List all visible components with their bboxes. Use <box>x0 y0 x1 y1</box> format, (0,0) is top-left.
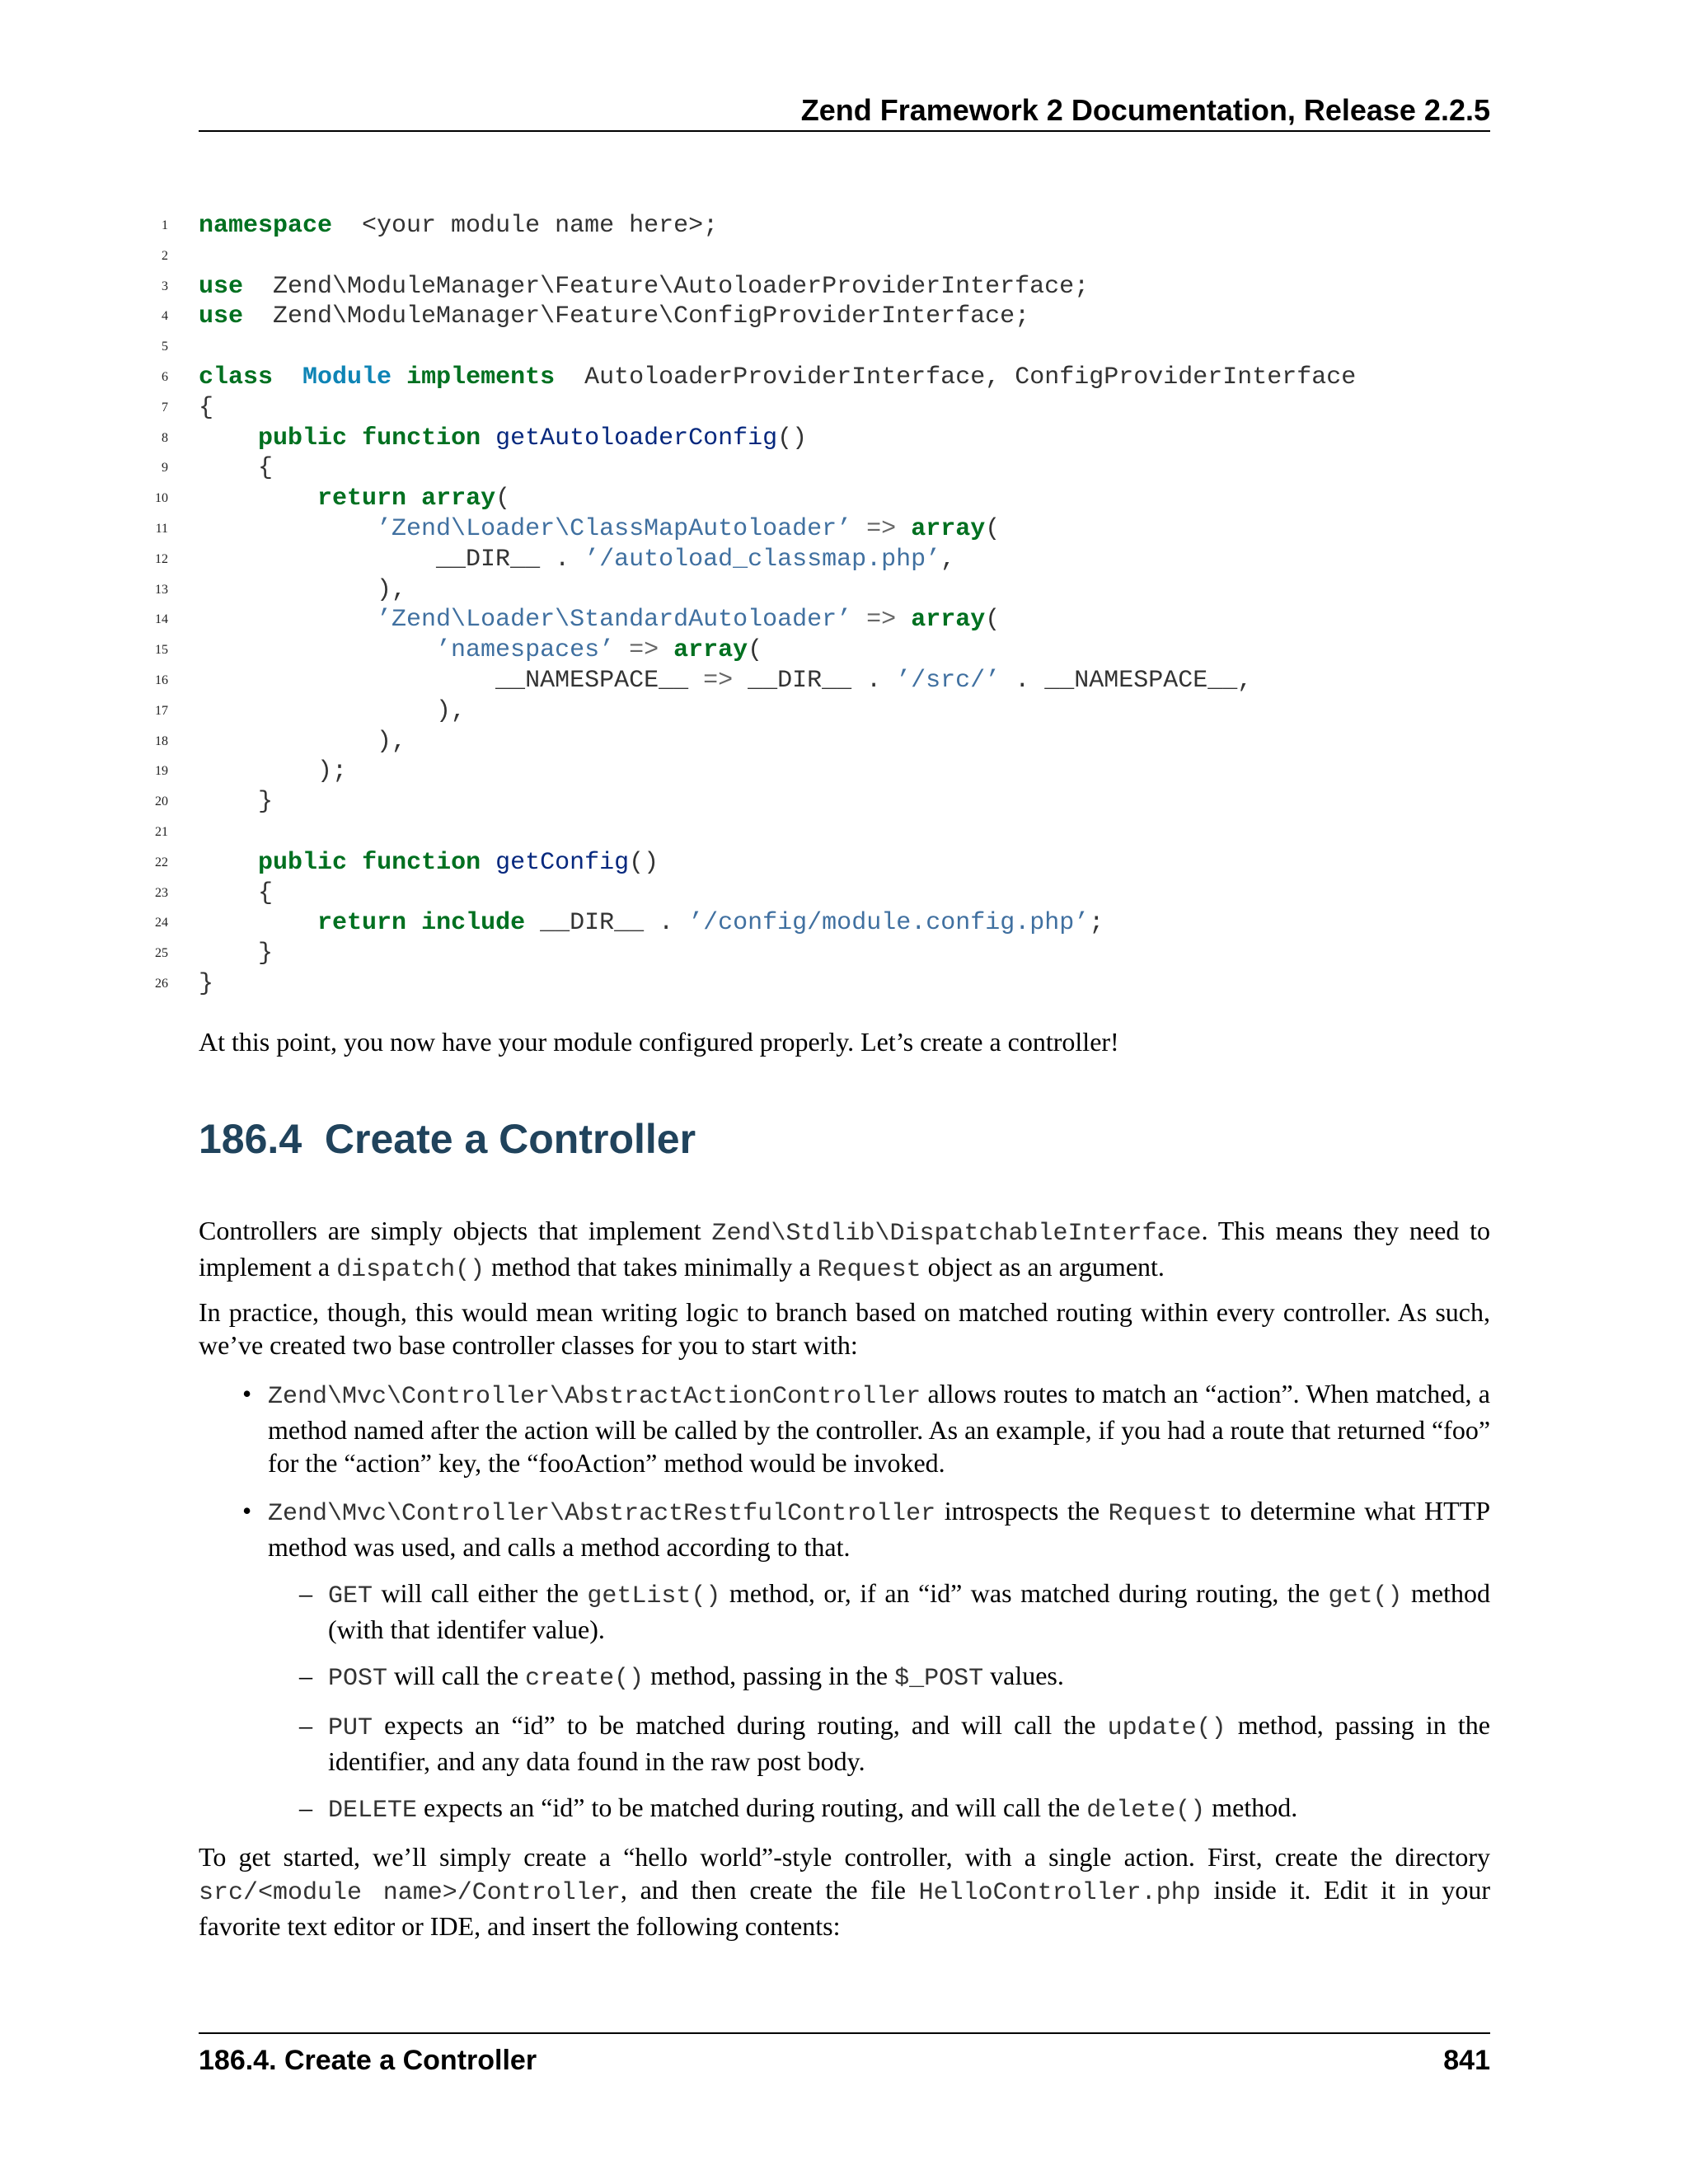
inline-code: Request <box>817 1256 921 1284</box>
code-text <box>199 211 718 241</box>
line-number: 6 <box>162 369 168 384</box>
code-token: ’/autoload_classmap.php’ <box>584 545 941 574</box>
code-line <box>148 424 1490 454</box>
dash-marker: – <box>299 1661 312 1690</box>
code-line <box>148 879 1490 909</box>
code-token <box>199 606 377 634</box>
code-text <box>199 484 510 514</box>
code-token <box>481 424 495 452</box>
text: Controllers are simply objects that implement <box>199 1216 712 1245</box>
code-text <box>199 393 213 424</box>
text: to determine what HTTP method was used, and calls a method according to that. <box>268 1496 1491 1562</box>
code-token: ), <box>199 696 467 725</box>
code-token: ’/src/’ <box>896 666 1001 695</box>
code-token: } <box>199 940 274 968</box>
text: expects an “id” to be matched during routing, and will call the <box>417 1793 1087 1822</box>
section-number: 186.4 <box>199 1116 302 1162</box>
header-title: Zend Framework 2 Documentation, Release 2.2.5 <box>800 93 1490 127</box>
text: method (with that identifer value). <box>328 1578 1491 1644</box>
line-number: 3 <box>162 279 168 293</box>
sub-bullet-get <box>328 1577 1490 1646</box>
paragraph-get-started <box>199 1840 1490 1943</box>
code-line <box>148 605 1490 635</box>
code-token <box>406 909 421 937</box>
code-text <box>199 969 213 1000</box>
code-token: ( <box>985 514 1001 543</box>
code-token <box>392 363 406 391</box>
code-line <box>148 514 1490 545</box>
bullet-action-controller <box>268 1377 1490 1479</box>
code-text <box>199 575 406 606</box>
code-line <box>148 272 1490 302</box>
code-token: AutoloaderProviderInterface, ConfigProviderInterface <box>555 363 1357 391</box>
code-token: getAutoloaderConfig <box>495 424 778 452</box>
text: values. <box>983 1661 1064 1690</box>
code-text <box>199 545 955 575</box>
code-text <box>199 787 273 818</box>
text: will call either the <box>373 1578 588 1608</box>
code-token <box>347 424 362 452</box>
line-number: 17 <box>155 703 168 718</box>
code-token <box>199 909 317 937</box>
code-token <box>896 606 911 634</box>
code-token: array <box>421 485 496 513</box>
code-token: => <box>703 666 734 695</box>
code-line <box>148 453 1490 484</box>
code-token: () <box>629 848 659 877</box>
code-text <box>199 424 807 454</box>
bullet-restful-controller <box>268 1494 1490 1563</box>
code-token: class <box>199 363 274 391</box>
code-line <box>148 211 1490 241</box>
text: will call the <box>387 1661 526 1690</box>
code-line <box>148 332 1490 363</box>
code-line <box>148 393 1490 424</box>
inline-code: GET <box>328 1582 373 1610</box>
paragraph-practice: In practice, though, this would mean writing logic to branch based on matched routing within every controller. As such, we’ve created two base controller classes for you to start with: <box>199 1297 1490 1360</box>
code-text <box>199 848 659 879</box>
line-number: 14 <box>155 612 168 627</box>
line-number: 23 <box>155 885 168 900</box>
inline-code: Zend\Mvc\Controller\AbstractRestfulController <box>268 1500 936 1528</box>
code-token: { <box>199 393 214 422</box>
line-number: 25 <box>155 946 168 961</box>
code-token: public <box>258 424 348 452</box>
code-token <box>347 849 362 877</box>
dash-marker: – <box>299 1793 312 1822</box>
code-token: ( <box>748 636 763 665</box>
code-line <box>148 908 1490 939</box>
code-line <box>148 939 1490 969</box>
code-token <box>659 636 673 664</box>
inline-code: POST <box>328 1665 388 1693</box>
code-token: } <box>199 969 214 998</box>
code-token: { <box>199 879 274 907</box>
inline-code: delete() <box>1086 1797 1206 1825</box>
line-number: 1 <box>162 218 168 232</box>
code-token <box>481 849 495 877</box>
line-number: 9 <box>162 461 168 476</box>
line-number: 7 <box>162 400 168 415</box>
after-code-paragraph: At this point, you now have your module configured properly. Let’s create a controller! <box>199 1027 1119 1057</box>
bullet-marker: • <box>242 1496 252 1526</box>
code-token: array <box>911 606 986 635</box>
line-number: 22 <box>155 855 168 869</box>
line-number: 8 <box>162 430 168 445</box>
text: method, or, if an “id” was matched during routing, the <box>720 1578 1329 1608</box>
code-token: Module <box>302 363 392 391</box>
line-number: 21 <box>155 824 168 839</box>
sub-bullet-put <box>328 1708 1490 1778</box>
code-text <box>199 727 406 757</box>
code-line <box>148 969 1490 1000</box>
code-token: return <box>317 485 407 513</box>
inline-code: update() <box>1107 1714 1226 1742</box>
text: introspects the <box>935 1496 1109 1526</box>
dash-marker: – <box>299 1578 312 1608</box>
inline-code: Zend\Stdlib\DispatchableInterface <box>711 1220 1202 1248</box>
code-token: use <box>199 272 244 301</box>
code-token: => <box>866 514 897 543</box>
code-token: Zend\ModuleManager\Feature\AutoloaderProviderInterface; <box>243 272 1090 301</box>
code-token: ’/config/module.config.php’ <box>688 909 1090 938</box>
line-number: 11 <box>155 521 168 536</box>
code-line <box>148 727 1490 757</box>
code-text <box>199 666 1252 696</box>
code-token <box>851 515 866 543</box>
line-number: 20 <box>155 794 168 809</box>
code-token <box>614 636 629 664</box>
code-token: ( <box>985 606 1001 635</box>
paragraph-controllers <box>199 1214 1490 1286</box>
text: allows routes to match an “action”. When matched, a method named after the action will be called by the controller. As an example, if you had a route that returned “foo” for the “action” key, the “fooAction” method would be invoked. <box>268 1379 1491 1478</box>
code-token: use <box>199 302 244 331</box>
code-line <box>148 575 1490 606</box>
text: To get started, we’ll simply create a “hello world”-style controller, with a single action. First, create the directory <box>199 1842 1490 1872</box>
line-number: 26 <box>155 976 168 991</box>
text: object as an argument. <box>921 1252 1165 1282</box>
code-text <box>199 696 466 727</box>
inline-code: src/<module name>/Controller <box>199 1879 621 1907</box>
code-token: array <box>911 514 986 543</box>
code-token: ( <box>495 485 511 513</box>
code-token <box>851 606 866 634</box>
code-line <box>148 757 1490 787</box>
code-token <box>273 363 302 391</box>
code-token <box>199 424 258 452</box>
code-line <box>148 484 1490 514</box>
code-token <box>199 515 377 543</box>
inline-code: PUT <box>328 1714 373 1742</box>
code-token: } <box>199 788 274 817</box>
code-token: { <box>199 454 274 483</box>
inline-code: getList() <box>587 1582 721 1610</box>
code-token: => <box>629 636 659 665</box>
code-text <box>199 908 1104 939</box>
text: expects an “id” to be matched during routing, and will call the <box>373 1710 1108 1740</box>
code-line <box>148 696 1490 727</box>
text: inside it. Edit it in your favorite text editor or IDE, and insert the following contents: <box>199 1875 1490 1941</box>
code-text <box>199 363 1356 393</box>
line-number: 10 <box>155 491 168 506</box>
line-number: 24 <box>155 916 168 930</box>
code-line <box>148 848 1490 879</box>
code-token: function <box>362 424 481 452</box>
code-token: . __NAMESPACE__, <box>1000 666 1253 695</box>
text: method. <box>1205 1793 1298 1822</box>
code-token: ); <box>199 757 348 786</box>
code-line <box>148 363 1490 393</box>
code-line <box>148 635 1490 666</box>
inline-code: Zend\Mvc\Controller\AbstractActionController <box>268 1383 921 1411</box>
code-token: ), <box>199 727 407 756</box>
code-text <box>199 605 1000 635</box>
line-number: 19 <box>155 764 168 779</box>
code-token: __NAMESPACE__ <box>199 666 704 695</box>
line-number: 4 <box>162 309 168 324</box>
page-footer <box>199 2032 1490 2076</box>
inline-code: create() <box>525 1665 645 1693</box>
code-line <box>148 545 1490 575</box>
code-text <box>199 514 1000 545</box>
code-text <box>199 635 762 666</box>
code-text <box>199 302 1029 332</box>
code-token: ’Zend\Loader\ClassMapAutoloader’ <box>377 514 852 543</box>
code-token: implements <box>406 363 556 391</box>
code-text <box>199 757 347 787</box>
page-header <box>199 91 1490 132</box>
code-token <box>406 485 421 513</box>
code-token: ; <box>1089 909 1104 938</box>
code-token: function <box>362 848 481 877</box>
line-number: 5 <box>162 340 168 354</box>
code-token: public <box>258 848 348 877</box>
line-number: 16 <box>155 673 168 687</box>
code-text <box>199 879 273 909</box>
code-line <box>148 787 1490 818</box>
text: . This means they need to implement a <box>199 1216 1491 1282</box>
inline-code: HelloController.php <box>918 1879 1201 1907</box>
code-token <box>199 485 317 513</box>
inline-code: Request <box>1108 1500 1212 1528</box>
line-number: 18 <box>155 733 168 748</box>
code-text <box>199 272 1089 302</box>
line-number: 13 <box>155 582 168 597</box>
code-token: () <box>777 424 808 452</box>
line-number: 15 <box>155 643 168 658</box>
code-token <box>199 849 258 877</box>
sub-bullet-post <box>328 1659 1490 1695</box>
code-line <box>148 302 1490 332</box>
code-token: ’Zend\Loader\StandardAutoloader’ <box>377 606 852 635</box>
code-text <box>199 453 273 484</box>
code-token: Zend\ModuleManager\Feature\ConfigProviderInterface; <box>243 302 1030 331</box>
code-token: => <box>866 606 897 635</box>
code-token: return <box>317 909 407 938</box>
footer-section: 186.4. Create a Controller <box>199 2045 537 2076</box>
line-number: 12 <box>155 551 168 566</box>
bullet-marker: • <box>242 1379 252 1408</box>
code-token <box>199 636 436 664</box>
dash-marker: – <box>299 1710 312 1740</box>
code-token: __DIR__ . <box>733 666 897 695</box>
code-block <box>148 211 1490 1000</box>
code-line <box>148 666 1490 696</box>
code-token: __DIR__ . <box>199 545 585 574</box>
code-token: <your module name here>; <box>332 212 719 240</box>
code-token: , <box>940 545 956 574</box>
code-token: array <box>673 636 748 665</box>
text: , and then create the file <box>620 1875 919 1905</box>
section-heading <box>199 1114 696 1164</box>
text: method that takes minimally a <box>485 1252 818 1282</box>
section-title: Create a Controller <box>324 1116 696 1162</box>
code-token: getConfig <box>495 848 630 877</box>
page-number: 841 <box>1443 2045 1490 2076</box>
code-token: ’namespaces’ <box>436 636 615 665</box>
line-number: 2 <box>162 248 168 263</box>
sub-bullet-delete <box>328 1791 1490 1827</box>
text: method, passing in the <box>644 1661 895 1690</box>
code-line <box>148 241 1490 272</box>
code-token: ), <box>199 575 407 604</box>
text: method, passing in the identifier, and any data found in the raw post body. <box>328 1710 1491 1776</box>
code-token: include <box>421 909 526 938</box>
code-line <box>148 818 1490 848</box>
inline-code: DELETE <box>328 1797 418 1825</box>
inline-code: dispatch() <box>336 1256 485 1284</box>
code-text <box>199 939 273 969</box>
inline-code: get() <box>1328 1582 1403 1610</box>
code-token: namespace <box>199 212 333 240</box>
code-token: __DIR__ . <box>525 909 689 938</box>
inline-code: $_POST <box>894 1665 984 1693</box>
code-token <box>896 515 911 543</box>
